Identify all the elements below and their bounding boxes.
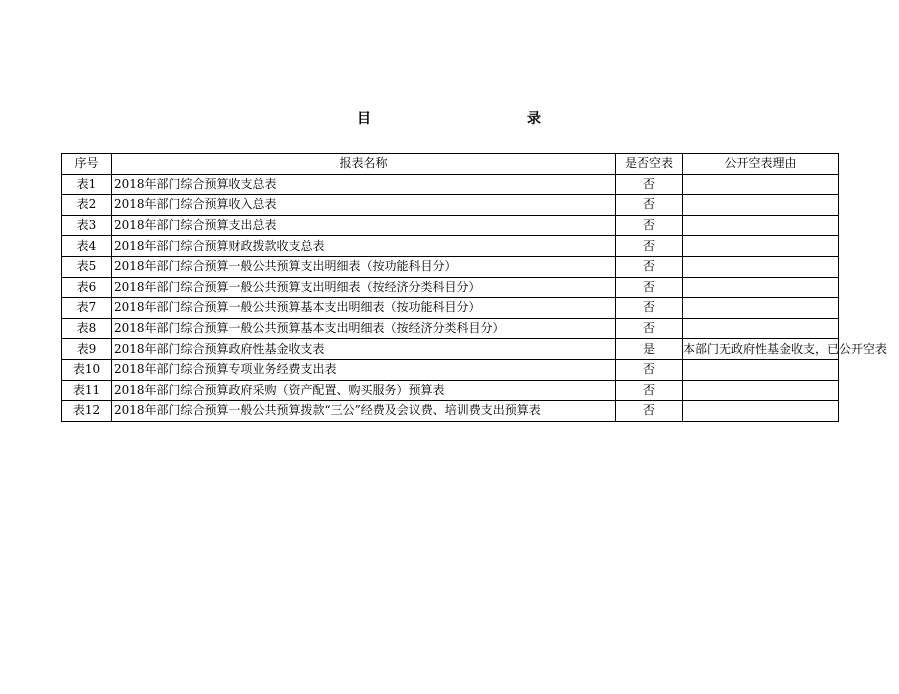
header-name: 报表名称 [112,154,616,175]
row-reason [683,359,839,380]
row-index: 表10 [62,359,112,380]
row-index: 表5 [62,256,112,277]
row-is-empty: 否 [616,380,683,401]
row-is-empty: 否 [616,318,683,339]
row-reason [683,195,839,216]
row-reason [683,298,839,319]
row-is-empty: 否 [616,236,683,257]
row-index: 表6 [62,277,112,298]
row-name: 2018年部门综合预算收入总表 [112,195,616,216]
row-index: 表7 [62,298,112,319]
title-char-2: 录 [527,111,541,127]
row-name: 2018年部门综合预算一般公共预算支出明细表（按功能科目分） [112,256,616,277]
row-index: 表2 [62,195,112,216]
row-reason [683,380,839,401]
row-name: 2018年部门综合预算财政拨款收支总表 [112,236,616,257]
table-row [62,380,839,401]
table-row [62,174,839,195]
title-char-1: 目 [357,111,371,127]
row-is-empty: 否 [616,195,683,216]
table-row [62,236,839,257]
row-name: 2018年部门综合预算一般公共预算基本支出明细表（按功能科目分） [112,298,616,319]
row-reason [683,277,839,298]
catalog-table [61,153,888,422]
row-is-empty: 否 [616,277,683,298]
page-title [0,108,899,128]
table-row [62,277,839,298]
row-reason [683,256,839,277]
header-index: 序号 [62,154,112,175]
table-header-row [62,154,839,175]
table-row [62,256,839,277]
row-reason [683,236,839,257]
row-reason: 本部门无政府性基金收支，已公开空表 [683,339,839,360]
row-is-empty: 是 [616,339,683,360]
row-index: 表11 [62,380,112,401]
row-is-empty: 否 [616,298,683,319]
table-row [62,215,839,236]
row-is-empty: 否 [616,359,683,380]
row-is-empty: 否 [616,256,683,277]
table-row [62,401,839,422]
table-row [62,359,839,380]
table-row [62,318,839,339]
row-is-empty: 否 [616,174,683,195]
header-is-empty: 是否空表 [616,154,683,175]
row-name: 2018年部门综合预算一般公共预算支出明细表（按经济分类科目分） [112,277,616,298]
row-index: 表1 [62,174,112,195]
row-index: 表3 [62,215,112,236]
row-name: 2018年部门综合预算政府性基金收支表 [112,339,616,360]
row-reason [683,318,839,339]
row-name: 2018年部门综合预算专项业务经费支出表 [112,359,616,380]
row-index: 表4 [62,236,112,257]
row-name: 2018年部门综合预算收支总表 [112,174,616,195]
row-name: 2018年部门综合预算一般公共预算拨款“三公”经费及会议费、培训费支出预算表 [112,401,616,422]
row-reason [683,215,839,236]
table-row [62,195,839,216]
row-is-empty: 否 [616,401,683,422]
row-index: 表9 [62,339,112,360]
table-row [62,339,839,360]
header-reason: 公开空表理由 [683,154,839,175]
row-name: 2018年部门综合预算支出总表 [112,215,616,236]
row-reason [683,401,839,422]
row-name: 2018年部门综合预算政府采购（资产配置、购买服务）预算表 [112,380,616,401]
table-row [62,298,839,319]
row-index: 表8 [62,318,112,339]
row-is-empty: 否 [616,215,683,236]
row-reason [683,174,839,195]
row-index: 表12 [62,401,112,422]
row-name: 2018年部门综合预算一般公共预算基本支出明细表（按经济分类科目分） [112,318,616,339]
